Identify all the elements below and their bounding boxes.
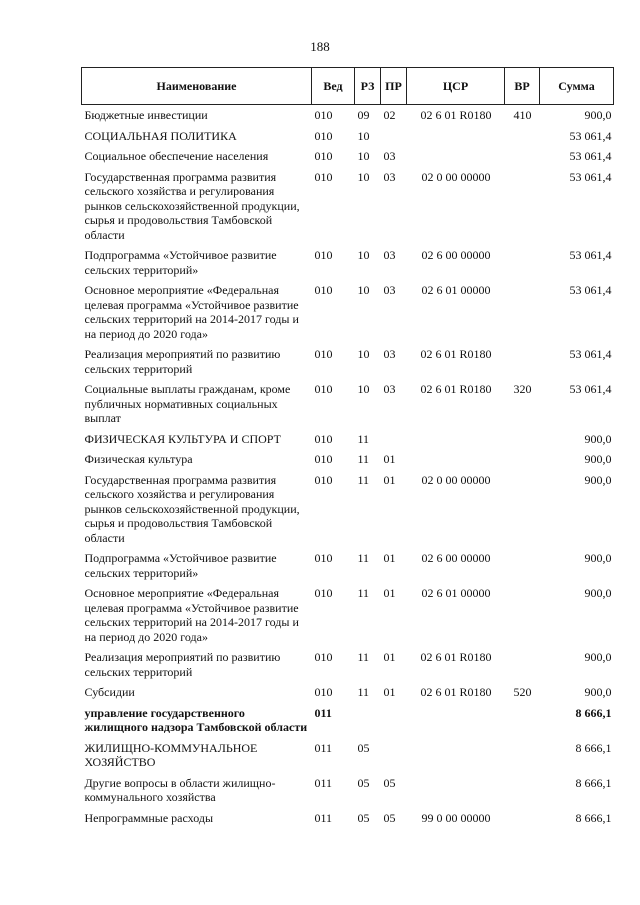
cell-name: Физическая культура	[84, 452, 193, 466]
table-row	[82, 146, 614, 167]
cell-sum: 900,0	[584, 431, 612, 446]
cell-ved: 010	[314, 128, 333, 143]
table-row	[82, 105, 614, 126]
cell-rz: 05	[357, 775, 370, 790]
cell-sum: 53 061,4	[569, 283, 612, 297]
cell-name: Субсидии	[84, 685, 135, 699]
cell-csr: 02 6 00 00000	[421, 248, 491, 262]
cell-pr	[381, 429, 407, 450]
table-row	[82, 682, 614, 703]
table-row	[82, 245, 614, 280]
cell-name: Социальные выплаты гражданам, кроме публичных нормативных социальных выплат	[84, 382, 291, 425]
cell-ved: 010	[314, 586, 333, 600]
cell-sum: 900,0	[584, 650, 612, 664]
cell-sum: 53 061,4	[569, 347, 612, 361]
cell-pr: 01	[383, 685, 396, 699]
cell-vr: 410	[513, 108, 532, 122]
cell-name: Государственная программа развития сельского хозяйства и регулирования рынков сельскохозяйственной продукции, сырья и продовольствия Тамбовской области	[84, 472, 300, 545]
cell-rz: 05	[357, 810, 370, 825]
cell-rz: 10	[357, 347, 370, 361]
cell-csr: 02 0 00 00000	[421, 169, 491, 184]
cell-vr	[505, 126, 540, 147]
cell-name: Государственная программа развития сельского хозяйства и регулирования рынков сельскохозяйственной продукции, сырья и продовольствия Тамбовской области	[84, 169, 300, 242]
cell-sum: 8 666,1	[575, 705, 612, 720]
cell-rz: 11	[357, 586, 370, 600]
cell-name: Подпрограмма «Устойчивое развитие сельских территорий»	[84, 248, 277, 277]
cell-csr	[407, 773, 505, 808]
cell-rz: 10	[357, 248, 370, 262]
table-row	[82, 379, 614, 429]
cell-vr	[505, 773, 540, 808]
cell-vr	[505, 548, 540, 583]
cell-name: Основное мероприятие «Федеральная целевая программа «Устойчивое развитие сельских территорий на 2014-2017 годы и на период до 2020 года»	[84, 283, 299, 341]
cell-ved: 010	[314, 382, 333, 396]
cell-csr	[407, 703, 505, 738]
cell-sum: 8 666,1	[575, 810, 612, 825]
cell-ved: 010	[314, 347, 333, 361]
cell-rz: 10	[357, 382, 370, 396]
cell-pr: 02	[383, 108, 396, 122]
cell-pr: 01	[383, 551, 396, 565]
table-row	[82, 647, 614, 682]
header-ved: Вед	[312, 68, 355, 105]
cell-rz: 11	[357, 650, 370, 664]
cell-ved: 011	[314, 740, 333, 755]
cell-ved: 010	[314, 149, 333, 163]
cell-csr: 02 6 01 R0180	[420, 382, 492, 396]
cell-csr: 02 6 01 R0180	[420, 650, 492, 664]
cell-ved: 011	[314, 775, 333, 790]
cell-name: Бюджетные инвестиции	[84, 108, 208, 122]
cell-ved: 010	[314, 108, 333, 122]
cell-csr	[407, 429, 505, 450]
cell-ved: 010	[314, 472, 333, 487]
cell-vr	[505, 703, 540, 738]
cell-ved: 010	[314, 685, 333, 699]
cell-csr	[407, 146, 505, 167]
cell-ved: 010	[314, 650, 333, 664]
cell-csr: 02 6 01 00000	[421, 283, 491, 297]
cell-csr: 02 6 00 00000	[421, 551, 491, 565]
header-vr: ВР	[505, 68, 540, 105]
cell-vr	[505, 167, 540, 246]
table-row	[82, 583, 614, 647]
page-number: 188	[310, 39, 330, 54]
cell-vr	[505, 808, 540, 829]
header-name: Наименование	[82, 68, 312, 105]
cell-sum: 53 061,4	[569, 149, 612, 163]
cell-name: Другие вопросы в области жилищно-коммунального хозяйства	[84, 775, 276, 804]
cell-pr: 05	[383, 775, 396, 790]
table-row	[82, 738, 614, 773]
table-header	[82, 68, 614, 105]
cell-pr	[381, 703, 407, 738]
cell-sum: 53 061,4	[569, 248, 612, 262]
cell-sum: 53 061,4	[569, 128, 612, 143]
cell-pr: 05	[383, 810, 396, 825]
cell-csr: 99 0 00 00000	[421, 810, 491, 825]
cell-csr: 02 6 01 R0180	[420, 108, 492, 122]
cell-rz: 11	[357, 685, 370, 699]
cell-name: СОЦИАЛЬНАЯ ПОЛИТИКА	[84, 128, 237, 143]
table-row	[82, 470, 614, 549]
cell-rz: 11	[357, 431, 370, 446]
cell-vr	[505, 449, 540, 470]
header-row	[82, 68, 614, 105]
table-row	[82, 703, 614, 738]
cell-pr: 01	[383, 472, 396, 487]
cell-csr: 02 6 01 R0180	[420, 685, 492, 699]
cell-rz: 11	[357, 452, 370, 466]
header-rz: РЗ	[355, 68, 381, 105]
cell-pr: 01	[383, 452, 396, 466]
cell-rz: 10	[357, 169, 370, 184]
cell-csr: 02 6 01 R0180	[420, 347, 492, 361]
cell-vr	[505, 647, 540, 682]
cell-rz: 09	[357, 108, 370, 122]
header-pr: ПР	[381, 68, 407, 105]
cell-pr: 03	[383, 169, 396, 184]
cell-vr	[505, 583, 540, 647]
cell-pr: 03	[383, 382, 396, 396]
cell-pr	[381, 738, 407, 773]
cell-ved: 010	[314, 431, 333, 446]
cell-pr: 03	[383, 149, 396, 163]
table-row	[82, 344, 614, 379]
table-row	[82, 429, 614, 450]
cell-name: управление государственного жилищного надзора Тамбовской области	[84, 705, 308, 734]
cell-rz: 11	[357, 551, 370, 565]
cell-name: ЖИЛИЩНО-КОММУНАЛЬНОЕ ХОЗЯЙСТВО	[84, 740, 258, 769]
cell-rz: 11	[357, 472, 370, 487]
table-body	[82, 105, 614, 829]
cell-name: Реализация мероприятий по развитию сельских территорий	[84, 347, 281, 376]
cell-ved: 011	[314, 810, 333, 825]
cell-rz: 05	[357, 740, 370, 755]
table-row	[82, 280, 614, 344]
cell-name: ФИЗИЧЕСКАЯ КУЛЬТУРА И СПОРТ	[84, 431, 281, 446]
header-sum: Сумма	[540, 68, 614, 105]
cell-sum: 900,0	[584, 452, 612, 466]
table-row	[82, 167, 614, 246]
cell-vr	[505, 280, 540, 344]
budget-table	[81, 67, 614, 828]
cell-ved: 010	[314, 551, 333, 565]
cell-pr: 01	[383, 586, 396, 600]
cell-sum: 53 061,4	[569, 169, 612, 184]
cell-pr: 03	[383, 283, 396, 297]
cell-sum: 8 666,1	[575, 740, 612, 755]
cell-pr	[381, 126, 407, 147]
table-row	[82, 773, 614, 808]
cell-vr	[505, 429, 540, 450]
cell-pr: 03	[383, 347, 396, 361]
cell-pr: 03	[383, 248, 396, 262]
cell-sum: 53 061,4	[569, 382, 612, 396]
cell-name: Основное мероприятие «Федеральная целевая программа «Устойчивое развитие сельских территорий на 2014-2017 годы и на период до 2020 года»	[84, 586, 299, 644]
cell-vr	[505, 738, 540, 773]
cell-ved: 011	[314, 705, 332, 720]
table-row	[82, 548, 614, 583]
cell-sum: 900,0	[584, 685, 612, 699]
cell-vr	[505, 470, 540, 549]
cell-name: Реализация мероприятий по развитию сельских территорий	[84, 650, 281, 679]
cell-vr	[505, 146, 540, 167]
cell-csr	[407, 126, 505, 147]
cell-ved: 010	[314, 452, 333, 466]
table-row	[82, 126, 614, 147]
cell-rz: 10	[357, 149, 370, 163]
cell-csr: 02 6 01 00000	[421, 586, 491, 600]
cell-pr: 01	[383, 650, 396, 664]
cell-ved: 010	[314, 169, 333, 184]
cell-ved: 010	[314, 248, 333, 262]
cell-rz: 10	[357, 283, 370, 297]
cell-sum: 8 666,1	[575, 775, 612, 790]
cell-rz	[355, 703, 381, 738]
cell-csr	[407, 738, 505, 773]
cell-vr: 520	[513, 685, 532, 699]
cell-csr	[407, 449, 505, 470]
cell-rz: 10	[357, 128, 370, 143]
cell-name: Подпрограмма «Устойчивое развитие сельских территорий»	[84, 551, 277, 580]
cell-vr: 320	[513, 382, 532, 396]
table-row	[82, 449, 614, 470]
cell-name: Социальное обеспечение населения	[84, 149, 269, 163]
cell-ved: 010	[314, 283, 333, 297]
table-row	[82, 808, 614, 829]
cell-vr	[505, 344, 540, 379]
cell-csr: 02 0 00 00000	[421, 472, 491, 487]
cell-sum: 900,0	[584, 586, 612, 600]
cell-name: Непрограммные расходы	[84, 810, 214, 825]
cell-sum: 900,0	[584, 551, 612, 565]
cell-sum: 900,0	[584, 472, 612, 487]
header-csr: ЦСР	[407, 68, 505, 105]
cell-sum: 900,0	[584, 108, 612, 122]
cell-vr	[505, 245, 540, 280]
